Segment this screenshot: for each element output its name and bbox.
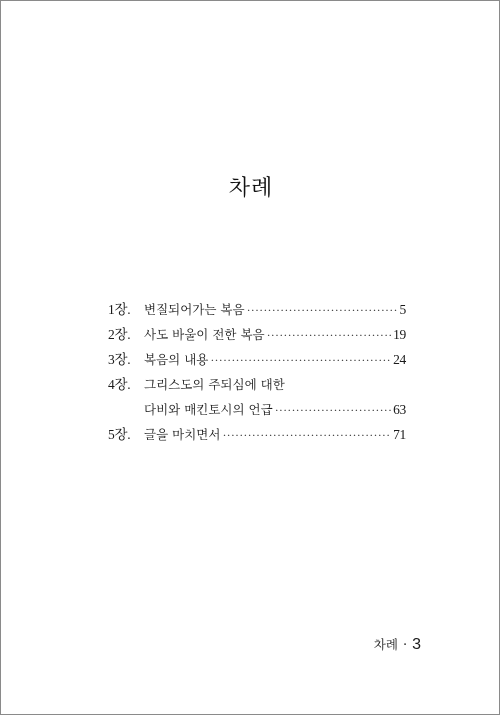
toc-entry-chapter-4[interactable] [108,372,406,397]
table-of-contents [108,297,406,447]
dot-leader [222,423,391,448]
toc-entry-chapter-4-continued[interactable] [108,397,406,422]
chapter-title: 변질되어가는 복음 [144,302,245,317]
chapter-number: 5장. [108,427,131,442]
dot-leader [275,398,391,423]
chapter-title: 사도 바울이 전한 복음 [144,327,265,342]
chapter-number: 1장. [108,302,131,317]
chapter-page-number: 19 [393,327,406,342]
dot-leader [247,298,398,323]
dot-leader [267,323,391,348]
chapter-title: 글을 마치면서 [144,427,221,442]
page-footer [374,635,421,654]
toc-entry-chapter-5[interactable] [108,422,406,447]
chapter-title-continuation: 다비와 매킨토시의 언급 [144,402,273,417]
chapter-title: 복음의 내용 [144,352,209,367]
toc-entry-chapter-2[interactable] [108,322,406,347]
chapter-number: 3장. [108,352,131,367]
chapter-number: 4장. [108,377,131,392]
chapter-page-number: 63 [393,402,406,417]
chapter-title: 그리스도의 주되심에 대한 [144,377,285,392]
footer-separator: · [402,638,408,653]
running-title: 차례 [373,637,398,652]
chapter-number: 2장. [108,327,131,342]
toc-entry-chapter-1[interactable] [108,297,406,322]
chapter-page-number: 71 [393,427,406,442]
chapter-page-number: 24 [393,352,406,367]
toc-entry-chapter-3[interactable] [108,347,406,372]
chapter-page-number: 5 [399,302,406,317]
page-number: 3 [412,636,421,653]
dot-leader [210,348,391,373]
page-title: 차례 [228,176,274,201]
